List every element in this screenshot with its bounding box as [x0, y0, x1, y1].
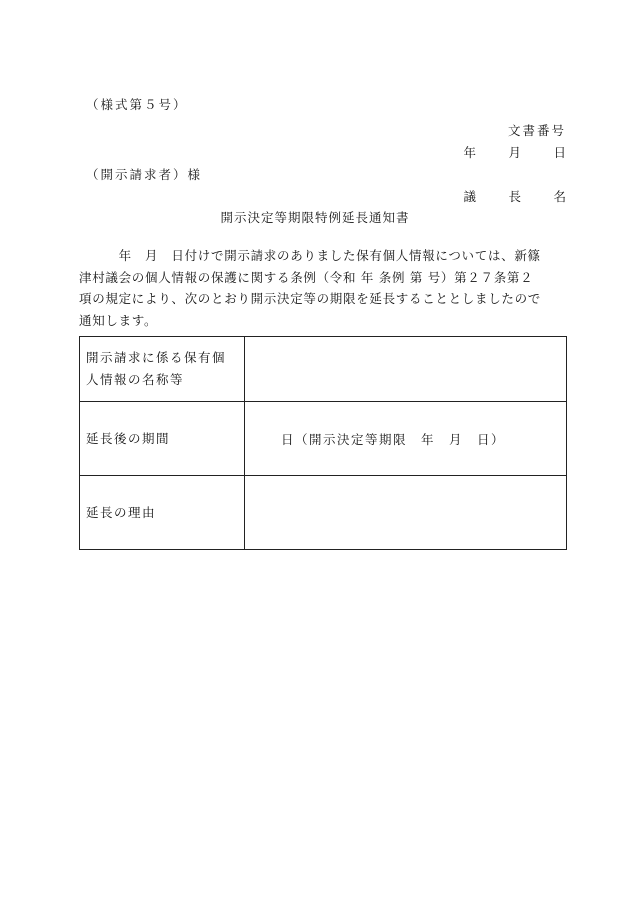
document-number: 文書番号	[507, 123, 566, 138]
form-number: （様式第５号）	[86, 97, 188, 112]
sender-name: 議 長 名	[463, 189, 576, 204]
requester-name: （開示請求者）様	[86, 167, 203, 182]
document-title: 開示決定等期限特例延長通知書	[220, 210, 410, 225]
extension-reason-label: 延長の理由	[80, 476, 245, 550]
body-line: 項の規定により、次のとおり開示決定等の期限を延長することとしましたので	[79, 291, 542, 306]
extended-period-value: 日（開示決定等期限 年 月 日）	[245, 402, 567, 476]
table-row	[80, 476, 567, 550]
table-row	[80, 337, 567, 402]
notice-body	[79, 245, 567, 331]
table-row	[80, 402, 567, 476]
extension-details-table	[79, 336, 567, 550]
body-line: 通知します。	[79, 312, 158, 328]
info-name-value	[245, 337, 567, 402]
body-line: 津村議会の個人情報の保護に関する条例（令和 年 条例 第 号）第２７条第２	[79, 269, 534, 285]
body-line: 年 月 日付けで開示請求のありました保有個人情報については、新篠	[79, 248, 541, 263]
extension-reason-value	[245, 476, 567, 550]
info-name-label: 開示請求に係る保有個人情報の名称等	[80, 337, 245, 402]
extended-period-label: 延長後の期間	[80, 402, 245, 476]
issue-date: 年 月 日	[463, 145, 576, 160]
